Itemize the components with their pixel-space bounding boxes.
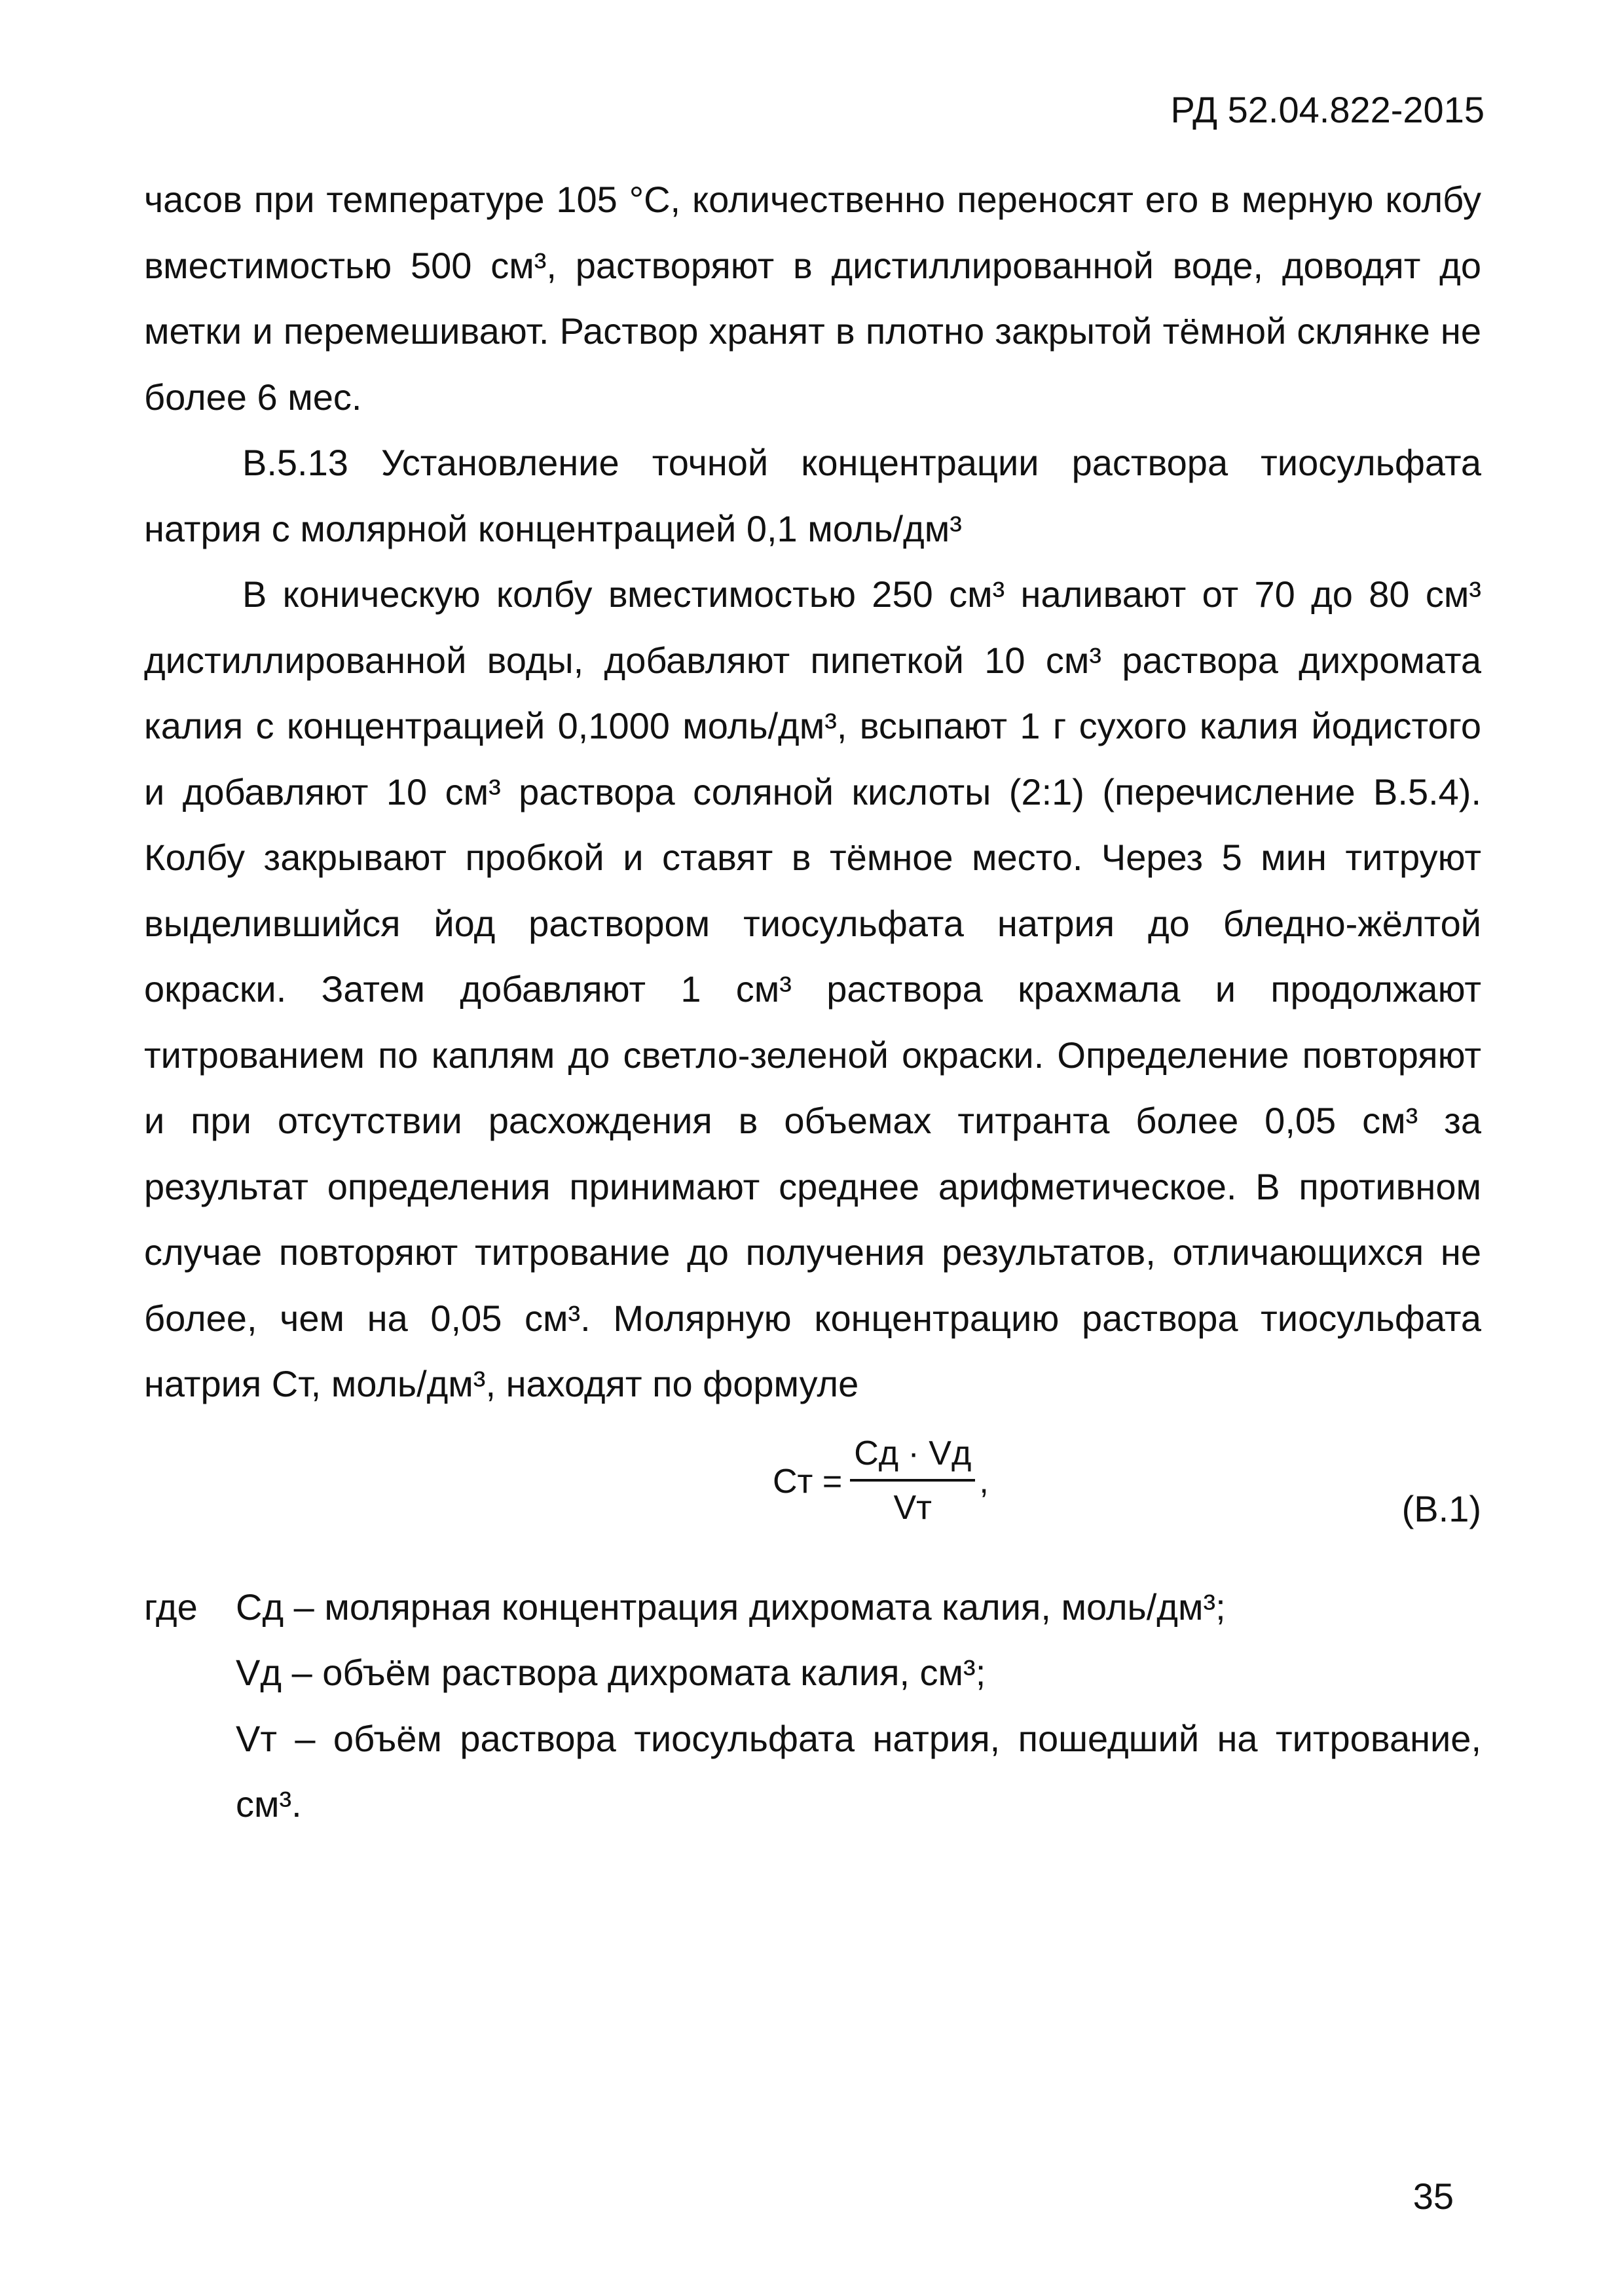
equation-number: (В.1) <box>1401 1487 1481 1529</box>
section-heading: В.5.13 Установление точной концентрации раствора тиосульфата натрия с молярной концентрацией 0,1 моль/дм³ <box>144 442 1481 549</box>
body-text <box>144 167 1481 1838</box>
definition-item: Vд – объём раствора дихромата калия, см³; <box>236 1652 986 1693</box>
formula <box>773 1430 989 1534</box>
paragraph-continuation: часов при температуре 105 °С, количественно переносят его в мерную колбу вместимостью 500 см³, растворяют в дистиллированной воде, доводят до метки и перемешивают. Раствор хранят в плотно закрытой тёмной склянке не более 6 мес. <box>144 179 1481 418</box>
formula-denominator: Vт <box>893 1488 932 1527</box>
definition-item: Vт – объём раствора тиосульфата натрия, пошедший на титрование, см³. <box>236 1717 1481 1825</box>
page-number: 35 <box>1412 2176 1454 2217</box>
where-label: где <box>144 1586 198 1628</box>
formula-numerator: Cд · Vд <box>850 1430 975 1482</box>
definitions-list <box>144 1575 1481 1838</box>
formula-lhs: Cт = <box>773 1463 843 1501</box>
formula-fraction <box>850 1430 975 1534</box>
definition-item: Cд – молярная концентрация дихромата калия, моль/дм³; <box>236 1586 1226 1628</box>
formula-block <box>144 1417 1481 1575</box>
formula-comma: , <box>979 1463 989 1501</box>
procedure-paragraph: В коническую колбу вместимостью 250 см³ наливают от 70 до 80 см³ дистиллированной воды, добавляют пипеткой 10 см³ раствора дихромата калия с концентрацией 0,1000 моль/дм³, всыпают 1 г сухого калия йодистого и добавляют 10 см³ раствора соляной кислоты (2:1) (перечисление В.5.4). Колбу закрывают пробкой и ставят в тёмное место. Через 5 мин титруют выделившийся йод раствором тиосульфата натрия до бледно-жёлтой окраски. Затем добавляют 1 см³ раствора крахмала и продолжают титрованием по каплям до светло-зеленой окраски. Определение повторяют и при отсутствии расхождения в объемах титранта более 0,05 см³ за результат определения принимают среднее арифметическое. В противном случае повторяют титрование до получения результатов, отличающихся не более, чем на 0,05 см³. Молярную концентрацию раствора тиосульфата натрия Cт, моль/дм³, находят по формуле <box>144 574 1481 1404</box>
document-code: РД 52.04.822-2015 <box>1170 89 1485 130</box>
